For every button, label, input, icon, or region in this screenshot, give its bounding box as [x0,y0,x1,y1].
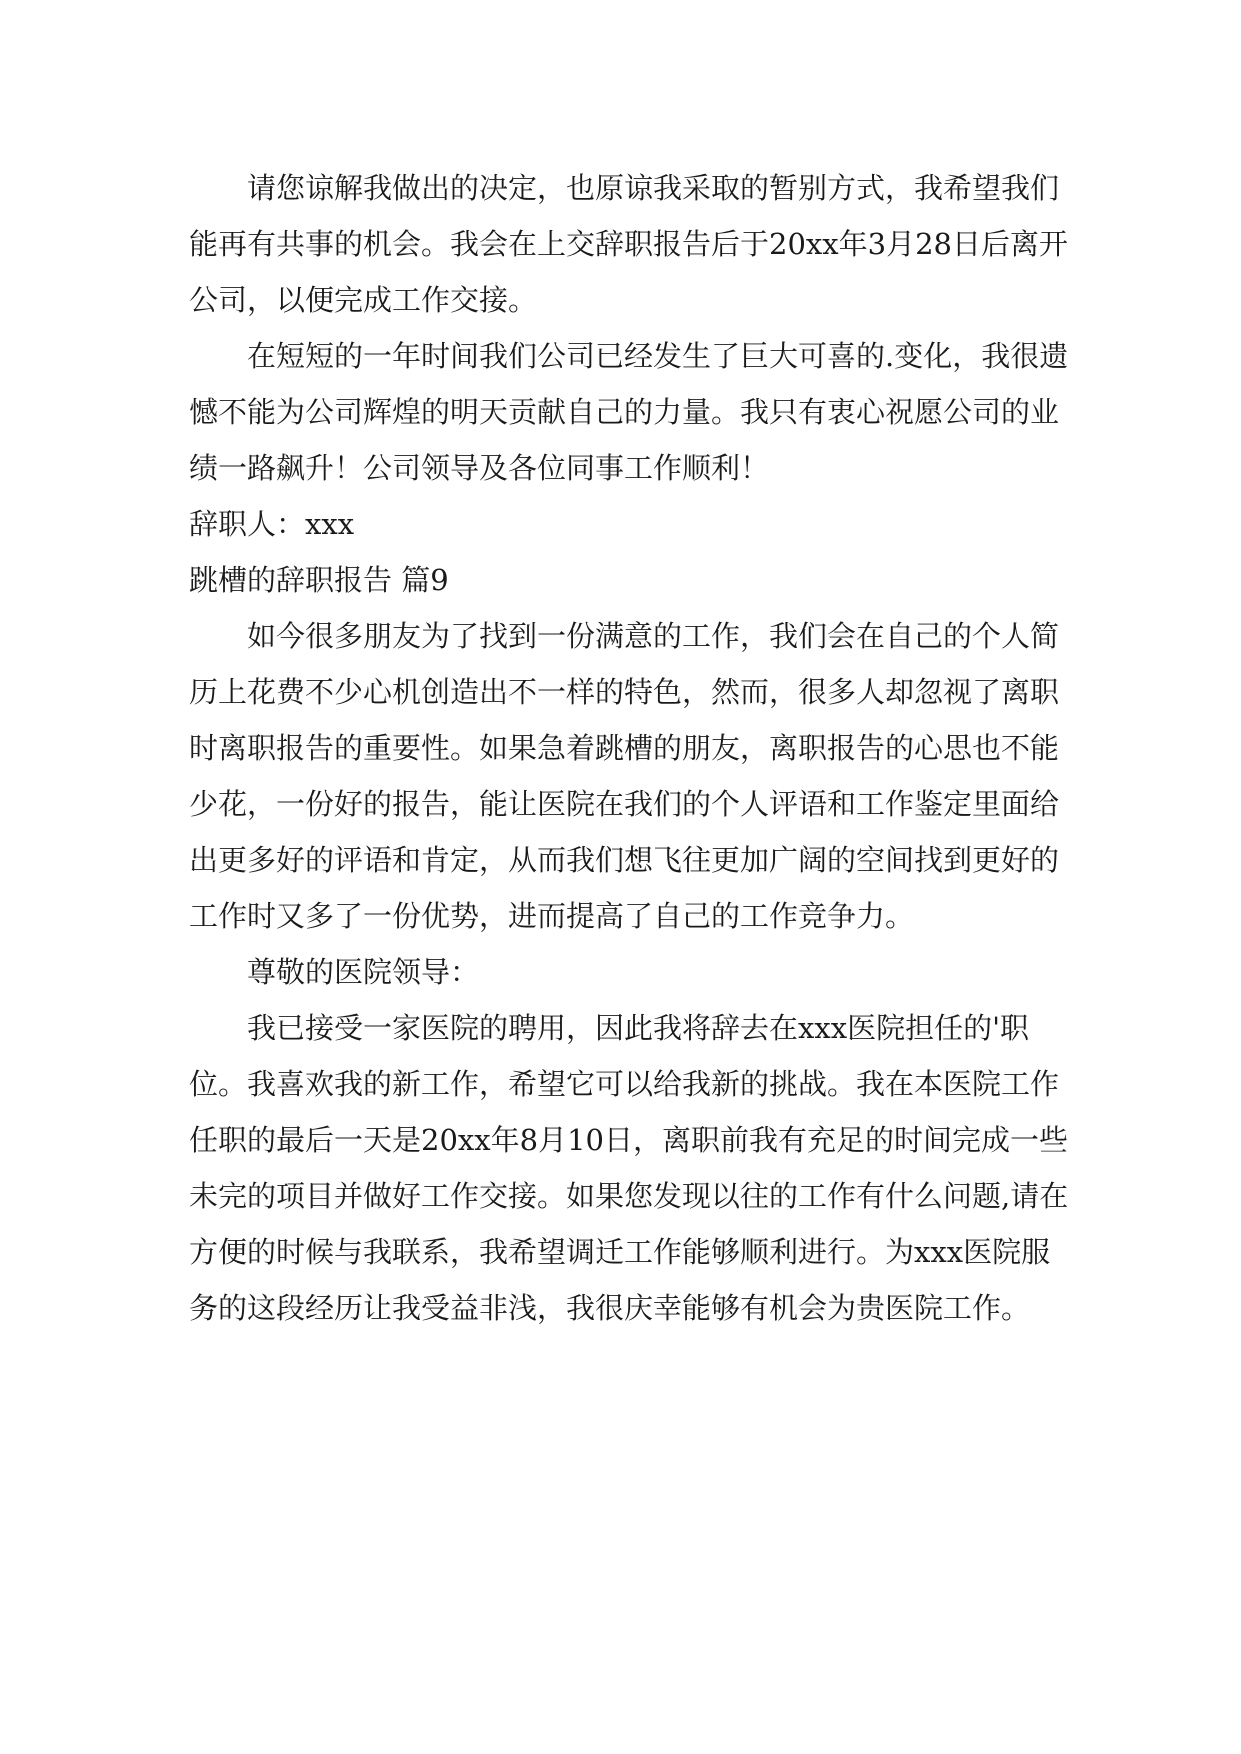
paragraph-apology: 请您谅解我做出的决定，也原谅我采取的暂别方式，我希望我们能再有共事的机会。我会在上交辞职报告后于20xx年3月28日后离开公司，以便完成工作交接。 [189,171,1068,317]
salutation: 尊敬的医院领导： [247,955,480,989]
section-title: 跳槽的辞职报告 篇9 [189,563,449,597]
document-body [189,160,1069,1336]
paragraph-resignation: 我已接受一家医院的聘用，因此我将辞去在xxx医院担任的'职位。我喜欢我的新工作，希望它可以给我新的挑战。我在本医院工作任职的最后一天是20xx年8月10日，离职前我有充足的时间完成一些未完的项目并做好工作交接。如果您发现以往的工作有什么问题,请在方便的时候与我联系，我希望调迁工作能够顺利进行。为xxx医院服务的这段经历让我受益非浅，我很庆幸能够有机会为贵医院工作。 [189,1011,1069,1325]
paragraph-intro: 如今很多朋友为了找到一份满意的工作，我们会在自己的个人简历上花费不少心机创造出不一样的特色，然而，很多人却忽视了离职时离职报告的重要性。如果急着跳槽的朋友，离职报告的心思也不能少花，一份好的报告，能让医院在我们的个人评语和工作鉴定里面给出更多好的评语和肯定，从而我们想飞往更加广阔的空间找到更好的工作时又多了一份优势，进而提高了自己的工作竞争力。 [189,619,1060,933]
signature-line: 辞职人：xxx [189,507,355,541]
paragraph-wishes: 在短短的一年时间我们公司已经发生了巨大可喜的.变化，我很遗憾不能为公司辉煌的明天贡献自己的力量。我只有衷心祝愿公司的业绩一路飙升！公司领导及各位同事工作顺利！ [189,339,1069,485]
